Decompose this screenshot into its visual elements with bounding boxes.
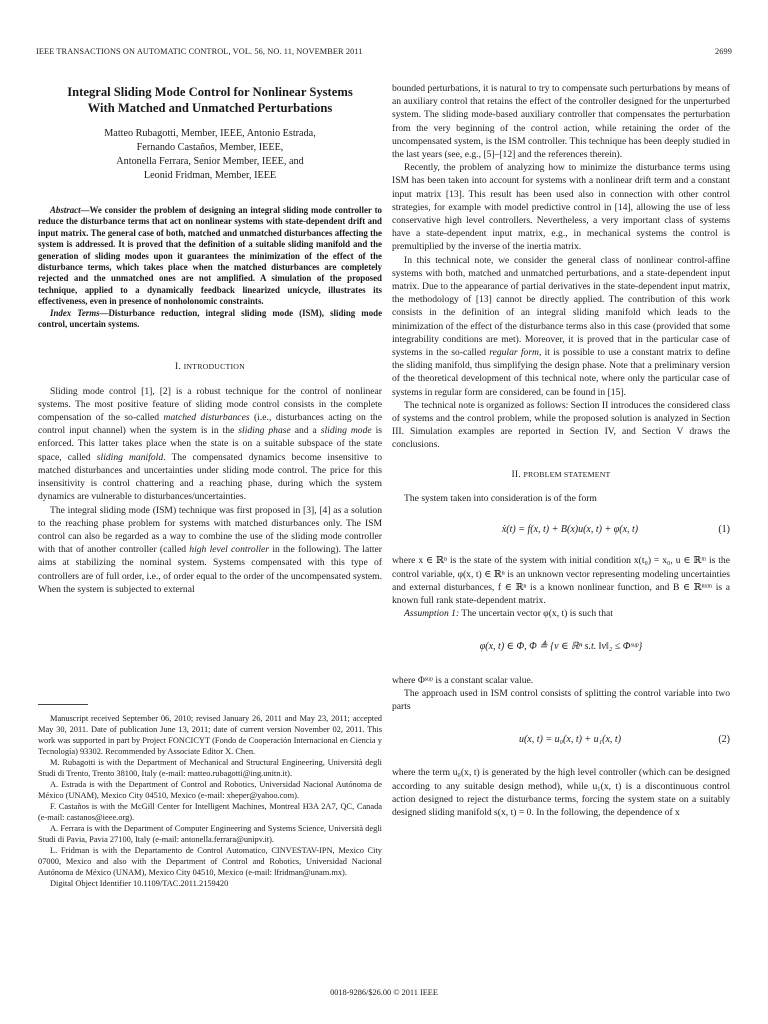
abstract-lead: Abstract <box>50 205 81 215</box>
intro-paragraph-1: Sliding mode control [1], [2] is a robust technique for the control of nonlinear systems. The most positive feature of sliding mode control consists in the complete compensation of the so-called matched disturbances (i.e., disturbances acting on the control input channel) when the system is in the sliding phase and a sliding mode is enforced. This latter takes place when the state is on a suitable subspace of the state space, called sliding manifold. The compensated dynamics become insensitive to matched disturbances and uncertainties under sliding mode control. The price for this insensitivity is control chattering and a reaching phase, during which the system dynamics are vulnerable to disturbances/uncertainties. <box>38 385 382 503</box>
section-heading-problem-statement: II. PROBLEM STATEMENT <box>511 468 611 480</box>
index-terms-lead: Index Terms <box>50 307 100 318</box>
author-line-3: Antonella Ferrara, Senior Member, IEEE, and <box>116 156 304 167</box>
body-paragraph-contribution: In this technical note, we consider the general class of nonlinear control-affine systems with both, matched and unmatched perturbations, and a state-dependent input matrix. Due to the appearance of partial derivatives in the state-dependent input matrix, the methodology of [13] cannot be directly applied. The contribution of this work consists in the definition of an integral sliding manifold which leads to the minimization of the effect of the disturbance terms also in this case (provided that some integrability conditions are met). Moreover, it is proved that in the particular case of systems in the so-called regular form, it is possible to use a constant matrix to define the sliding manifold, thus simplifying the design phase. Note that a preliminary version of the theoretical development of this technical note, where only the particular case of systems in regular form are considered, can be found in [15]. <box>392 254 730 398</box>
equation-1-body: ẋ(t) = f(x, t) + B(x)u(x, t) + φ(x, t) <box>501 524 639 536</box>
left-column <box>38 84 382 596</box>
footnote-manuscript: Manuscript received September 06, 2010; revised January 26, 2011 and May 23, 2011; accepted May 30, 2011. Date of publication June 13, 2011; date of current version November 02, 2011. This work was supported in part by Project FONCICYT (Fondo de Cooperación Internacional en Ciencia y Tecnología) 93302. Recommended by Associate Editor X. Chen. <box>38 714 382 756</box>
author-list <box>38 127 382 183</box>
right-column <box>392 82 730 819</box>
author-line-4: Leonid Fridman, Member, IEEE <box>143 170 277 181</box>
intro-paragraph-2: The integral sliding mode (ISM) technique was first proposed in [3], [4] as a solution to the reaching phase problem for systems with matched disturbances only. The ISM control can also be regarded as a way to combine the use of the sliding mode controller with that of another controller (called high level controller in the following). The latter aims at stabilizing the nominal system. Systems compensated with this type of controllers are of full order, i.e., of order equal to the order of the uncompensated system. When the system is subjected to external <box>38 504 382 595</box>
footnote-doi: Digital Object Identifier 10.1109/TAC.2011.2159420 <box>50 879 229 888</box>
footnote-rubagotti: M. Rubagotti is with the Department of Mechanical and Structural Engineering, Università degli Studi di Trento, Trento 38100, Italy (e-mail: matteo.rubagotti@ing.unitn.it). <box>38 758 382 778</box>
journal-name: IEEE TRANSACTIONS ON AUTOMATIC CONTROL, VOL. 56, NO. 11, NOVEMBER 2011 <box>36 47 363 56</box>
footnote-ferrara: A. Ferrara is with the Department of Computer Engineering and Systems Science, Università degli Studi di Pavia, Pavia 27100, Italy (e-mail: antonella.ferrara@unipv.it). <box>38 824 382 844</box>
assumption-1-text: The uncertain vector φ(x, t) is such that <box>459 608 613 620</box>
body-paragraph-control-terms: where the term u₀(x, t) is generated by the high level controller (which can be designed according to any suitable design method), while u₁(x, t) is a discontinuous control action designed to reject the disturbance terms, forcing the system state on a suitably designed sliding manifold s(x, t) = 0. In the following, the dependence of x <box>392 767 730 818</box>
running-head <box>36 47 732 56</box>
footnote-divider <box>38 704 88 705</box>
footnote-estrada: A. Estrada is with the Department of Control and Robotics, Universidad Nacional Autónoma de México (UNAM), Mexico City 04510, Mexico (e-mail: xheper@yahoo.com). <box>38 780 382 800</box>
footnote-castanos: F. Castaños is with the McGill Center for Intelligent Machines, Montreal H3A 2A7, QC, Canada (e-mail: castanos@ieee.org). <box>38 802 382 822</box>
author-line-1: Matteo Rubagotti, Member, IEEE, Antonio Estrada, <box>104 128 316 139</box>
abstract <box>38 205 382 308</box>
equation-2-number: (2) <box>718 734 730 746</box>
body-paragraph-continued: bounded perturbations, it is natural to try to compensate such perturbations by means of an auxiliary control that retains the effect of the controller designed for the unperturbed system. The sliding mode-based auxiliary controller that compensates the perturbation from the very beginning of the control action, while retaining the order of the uncompensated system, is the ISM controller. This technique has been deeply studied in the last years (see, e.g., [5]–[12] and the references therein). <box>392 83 730 161</box>
author-line-2: Fernando Castaños, Member, IEEE, <box>136 142 284 153</box>
body-paragraph-ism-approach: The approach used in ISM control consists of splitting the control variable into two parts <box>392 687 730 712</box>
equation-1-number: (1) <box>718 524 730 536</box>
equation-2-body: u(x, t) = u₀(x, t) + u₁(x, t) <box>518 734 622 746</box>
paper-title <box>38 84 382 116</box>
body-paragraph-organization: The technical note is organized as follows: Section II introduces the considered class of systems and the control problem, while the proposed solution is analyzed in Section III. Simulation examples are reported in Section IV, and Section V draws the conclusions. <box>392 399 730 451</box>
body-paragraph-system-form: The system taken into consideration is of the form <box>404 492 597 504</box>
equation-assumption-body: φ(x, t) ∈ Φ, Φ ≜ {v ∈ ℝⁿ s.t. ‖v‖₂ ≤ Φˢᵘᵖ} <box>479 641 643 653</box>
section-heading-introduction: I. INTRODUCTION <box>175 361 245 373</box>
body-paragraph-phi-sup: where Φˢᵘᵖ is a constant scalar value. <box>392 674 534 686</box>
page-number: 2699 <box>715 47 732 56</box>
footnote-fridman: L. Fridman is with the Departamento de Control Automatico, CINVESTAV-IPN, Mexico City 07000, Mexico and also with the Department of Control and Robotics, Universidad Nacional Autónoma de México (UNAM), Mexico City 04510, Mexico (e-mail: lfridman@unam.mx). <box>38 846 382 877</box>
abstract-text: —We consider the problem of designing an integral sliding mode controller to reduce the disturbance terms that act on nonlinear systems with state-dependent drift and input matrix. The general case of both, matched and unmatched disturbances affecting the system is addressed. It is proved that the definition of a suitable sliding manifold and the generation of sliding modes upon it guarantees the minimization of the effect of the disturbance terms, which takes place when the matched disturbances are completely rejected and the unmatched ones are not amplified. A simulation of the proposed technique, applied to a dynamically feedback linearized unicycle, illustrates its effectiveness, even in presence of nonholonomic constraints. <box>38 205 382 307</box>
assumption-1-label: Assumption 1: <box>404 608 460 620</box>
equation-1 <box>392 523 730 536</box>
copyright-footer: 0018-9286/$26.00 © 2011 IEEE <box>330 988 438 997</box>
equation-assumption <box>392 640 730 653</box>
footnotes <box>38 713 382 889</box>
index-terms-text: —Disturbance reduction, integral sliding mode (ISM), sliding mode control, uncertain systems. <box>38 307 383 330</box>
assumption-1 <box>392 607 730 620</box>
body-paragraph-definitions: where x ∈ ℝⁿ is the state of the system with initial condition x(t₀) = x₀, u ∈ ℝᵐ is the control variable, φ(x, t) ∈ ℝⁿ is an unknown vector representing modeling uncertainties and external disturbances, f ∈ ℝⁿ is a known nonlinear function, and B ∈ ℝⁿˣᵐ is a known full rank state-dependent matrix. <box>392 555 730 606</box>
title-line-1: Integral Sliding Mode Control for Nonlinear Systems <box>67 85 353 99</box>
title-line-2: With Matched and Unmatched Perturbations <box>87 101 333 115</box>
body-paragraph-recent: Recently, the problem of analyzing how to minimize the disturbance terms using ISM has been taken into account for systems with a nonlinear drift term and a constant input matrix [13]. This result has been used also in connection with other control strategies, for example with model predictive control in [14], allowing the use of less conservative high level controllers. Nevertheless, a very important class of systems have a state-dependent input matrix, e.g., in mechanical systems the control is premultiplied by the inverse of the inertia matrix. <box>392 162 730 253</box>
equation-2 <box>392 733 730 746</box>
index-terms <box>38 308 382 331</box>
